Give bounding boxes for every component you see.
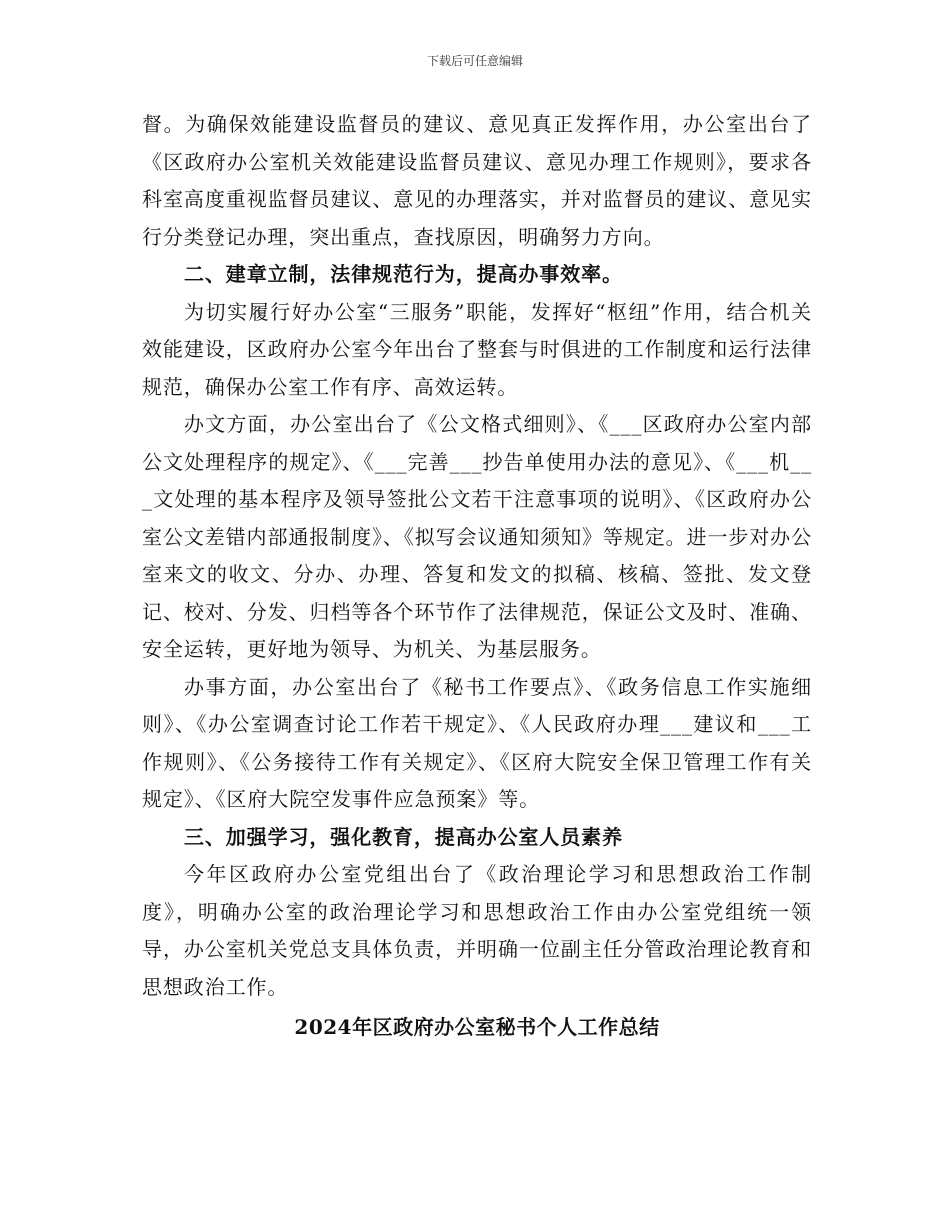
paragraph-three-services: 为切实履行好办公室“三服务”职能，发挥好“枢纽”作用，结合机关效能建设，区政府办公室今年出台了整套与时俱进的工作制度和运行法律规范，确保办公室工作有序、高效运转。: [142, 299, 812, 399]
section-heading-2: 二、建章立制，法律规范行为，提高办事效率。: [184, 262, 623, 286]
paragraph-affairs-handling: 办事方面，办公室出台了《秘书工作要点》、《政务信息工作实施细则》、《办公室调查讨论工作若干规定》、《人民政府办理___建议和___工作规则》、《公务接待工作有关规定》、《区府大院安全保卫管理工作有关规定》、《区府大院空发事件应急预案》等。: [142, 674, 812, 811]
document-title: 2024年区政府办公室秘书个人工作总结: [294, 1015, 660, 1039]
paragraph-study-education: 今年区政府办公室党组出台了《政治理论学习和思想政治工作制度》，明确办公室的政治理论学习和思想政治工作由办公室党组统一领导，办公室机关党总支具体负责，并明确一位副主任分管政治理论教育和思想政治工作。: [142, 862, 812, 999]
paragraph-document-handling: 办文方面，办公室出台了《公文格式细则》、《___区政府办公室内部公文处理程序的规定》、《___完善___抄告单使用办法的意见》、《___机___文处理的基本程序及领导签批公文若干注意事项的说明》、《区政府办公室公文差错内部通报制度》、《拟写会议通知须知》等规定。进一步对办公室来文的收文、分办、办理、答复和发文的拟稿、核稿、签批、发文登记、校对、分发、归档等各个环节作了法律规范，保证公文及时、准确、安全运转，更好地为领导、为机关、为基层服务。: [142, 412, 812, 661]
page-header-note: 下载后可任意编辑: [426, 54, 523, 68]
paragraph-supervision-rules: 督。为确保效能建设监督员的建议、意见真正发挥作用，办公室出台了《区政府办公室机关效能建设监督员建议、意见办理工作规则》，要求各科室高度重视监督员建议、意见的办理落实，并对监督员的建议、意见实行分类登记办理，突出重点，查找原因，明确努力方向。: [142, 112, 812, 249]
section-heading-3: 三、加强学习，强化教育，提高办公室人员素养: [184, 824, 623, 849]
document-body: [142, 106, 812, 1047]
